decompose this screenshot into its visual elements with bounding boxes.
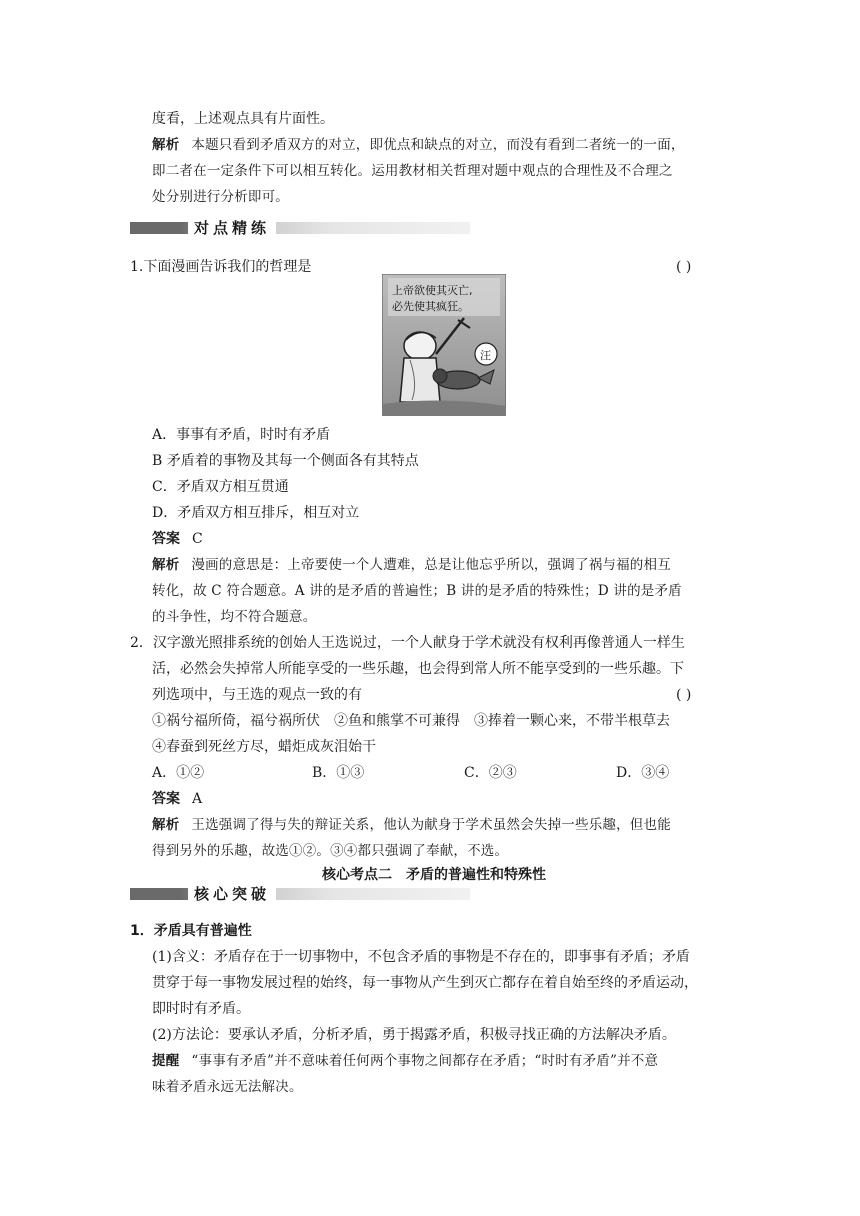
question-stem: 2．汉字激光照排系统的创始人王选说过，一个人献身于学术就没有权利再像普通人一样生	[130, 635, 685, 651]
answer-value: C	[192, 531, 203, 547]
section-header-bar	[130, 888, 470, 900]
analysis-line: 得到另外的乐趣，故选①②。③④都只强调了奉献，不选。	[152, 843, 509, 859]
tip-line: 味着矛盾永远无法解决。	[152, 1079, 303, 1095]
option-c: C．②③	[464, 765, 517, 781]
point-text: (2)方法论：要承认矛盾，分析矛盾，勇于揭露矛盾，积极寻找正确的方法解决矛盾。	[152, 1027, 676, 1043]
intro-analysis-line	[152, 136, 685, 154]
cartoon-image	[382, 274, 506, 416]
question-stem: 活，必然会失掉常人所能享受的一些乐趣，也会得到常人所不能享受到的一些乐趣。下	[152, 661, 684, 677]
analysis-line: 的斗争性，均不符合题意。	[152, 609, 317, 625]
core-topic-heading: 核心考点二 矛盾的普遍性和特殊性	[322, 867, 546, 883]
option-d: D．矛盾双方相互排斥，相互对立	[152, 505, 360, 521]
section-header-bar	[130, 222, 470, 234]
statement-list: ④春蚕到死丝方尽，蜡炬成灰泪始干	[152, 739, 376, 755]
option-d: D．③④	[616, 765, 670, 781]
option-a: A．事事有矛盾，时时有矛盾	[152, 427, 331, 443]
point-text: 即时时有矛盾。	[152, 1001, 250, 1017]
answer-line	[152, 530, 203, 548]
statement-list: ①祸兮福所倚，福兮祸所伏 ②鱼和熊掌不可兼得 ③捧着一颗心来，不带半根草去	[152, 713, 670, 729]
answer-value: A	[192, 791, 203, 807]
answer-parentheses: ( )	[676, 687, 692, 703]
analysis-text: 王选强调了得与失的辩证关系，他认为献身于学术虽然会失掉一些乐趣，但也能	[191, 817, 671, 833]
tip-label: 提醒	[152, 1053, 180, 1069]
analysis-label: 解析	[152, 817, 180, 833]
answer-parentheses: ( )	[676, 259, 692, 275]
point-text: (1)含义：矛盾存在于一切事物中，不包含矛盾的事物是不存在的，即事事有矛盾；矛盾	[152, 949, 690, 965]
intro-line: 度看，上述观点具有片面性。	[152, 111, 334, 127]
point-title: 1．矛盾具有普遍性	[130, 923, 252, 939]
tip-line	[152, 1052, 658, 1070]
cartoon-bubble-text: 汪	[480, 349, 491, 362]
option-c: C．矛盾双方相互贯通	[152, 479, 289, 495]
option-b: B 矛盾着的事物及其每一个侧面各有其特点	[152, 453, 419, 469]
section-title: 核心突破	[188, 885, 276, 903]
analysis-line	[152, 816, 671, 834]
question-stem: 1.下面漫画告诉我们的哲理是	[130, 259, 312, 275]
intro-analysis-line: 即二者在一定条件下可以相互转化。运用教材相关哲理对题中观点的合理性及不合理之	[152, 163, 673, 179]
option-b: B．①③	[312, 765, 365, 781]
tip-text: “事事有矛盾”并不意味着任何两个事物之间都存在矛盾；“时时有矛盾”并不意	[191, 1053, 659, 1069]
answer-label: 答案	[152, 531, 180, 547]
analysis-label: 解析	[152, 137, 180, 153]
intro-analysis-line: 处分别进行分析即可。	[152, 189, 289, 205]
cartoon-caption: 必先使其疯狂。	[392, 300, 469, 313]
section-title: 对点精练	[188, 219, 276, 237]
point-text: 贯穿于每一事物发展过程的始终，每一事物从产生到灭亡都存在着自始至终的矛盾运动，	[152, 975, 698, 991]
cartoon-caption: 上帝欲使其灭亡,	[392, 284, 473, 297]
analysis-line: 转化，故 C 符合题意。A 讲的是矛盾的普遍性；B 讲的是矛盾的特殊性；D 讲的是矛盾	[152, 583, 682, 599]
analysis-text: 本题只看到矛盾双方的对立，即优点和缺点的对立，而没有看到二者统一的一面，	[191, 137, 685, 153]
answer-label: 答案	[152, 791, 180, 807]
option-a: A．①②	[152, 765, 205, 781]
analysis-text: 漫画的意思是：上帝要使一个人遭难，总是让他忘乎所以，强调了祸与福的相互	[191, 557, 671, 573]
question-stem: 列选项中，与王选的观点一致的有	[152, 687, 362, 703]
answer-line	[152, 790, 202, 808]
analysis-label: 解析	[152, 557, 180, 573]
analysis-line	[152, 556, 671, 574]
